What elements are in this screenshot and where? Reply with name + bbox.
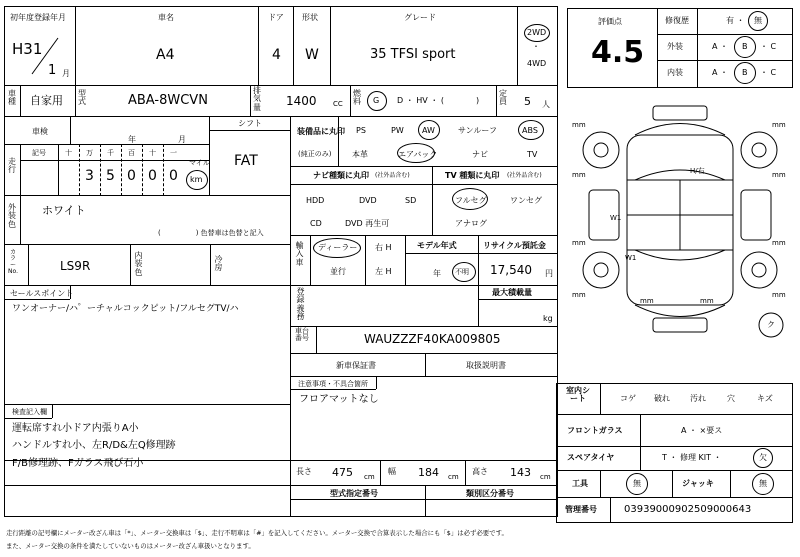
interior-sheet-label: 室内シート xyxy=(566,386,590,404)
type-div xyxy=(425,485,426,517)
repair-label: 修復歴 xyxy=(665,16,689,25)
diagram-mark-4: mm xyxy=(772,171,786,179)
door-label: ドア xyxy=(268,13,284,22)
sign-div xyxy=(58,144,59,196)
era-year: H31 xyxy=(12,40,43,58)
mgmt-number: 03939000902509000643 xyxy=(624,504,752,515)
tools-selected: 無 xyxy=(633,479,641,488)
equip-aw: AW xyxy=(422,126,435,135)
length-value: 475 xyxy=(332,466,353,479)
recycle-value: 17,540 xyxy=(490,263,532,277)
equip-tv: TV xyxy=(527,150,538,159)
nav-tv-div xyxy=(432,166,433,236)
registration-date-label: 初年度登録年月 xyxy=(10,13,66,22)
diagram-h-right: H/右 xyxy=(690,167,705,175)
notes-line-v xyxy=(376,376,377,389)
score-row-line-1 xyxy=(657,34,793,35)
import-div-1 xyxy=(310,235,311,286)
spare-label: スペアタイヤ xyxy=(567,453,615,462)
chassis-div xyxy=(316,326,317,354)
kind-div-3 xyxy=(250,85,251,117)
disp-label: 排気量 xyxy=(253,86,261,112)
diagram-w1-a: W1 xyxy=(610,214,622,222)
inspector-line-v xyxy=(52,404,53,418)
color-code: LS9R xyxy=(60,259,91,273)
capacity: 5 xyxy=(524,95,531,108)
notes-label: 注意事項・不具合箇所 xyxy=(298,380,368,388)
mileage-label: 走行 xyxy=(8,157,16,175)
sales-point-box xyxy=(4,285,291,405)
color-code-label: カラーNo. xyxy=(8,249,18,275)
score-row-line-2 xyxy=(657,60,793,61)
mgmt-div xyxy=(610,497,611,523)
kind-div-2 xyxy=(75,85,76,117)
width-label: 幅 xyxy=(388,467,396,476)
inspection-month-unit: 月 xyxy=(178,135,186,144)
odometer-digit: 0 xyxy=(127,168,136,184)
cap-unit: 人 xyxy=(542,100,550,109)
code-div-1 xyxy=(28,244,29,286)
exterior-label: 外装 xyxy=(667,42,683,51)
fuel-options: D ・ HV ・ ( ) xyxy=(397,96,480,105)
digit-header: 一 xyxy=(170,149,177,157)
reiki-label: 冷房 xyxy=(214,255,223,273)
tv-label: TV 種類に丸印 xyxy=(445,171,500,180)
windshield-div xyxy=(640,414,641,447)
diagram-mark-7: mm xyxy=(572,291,586,299)
max-load-unit: kg xyxy=(543,314,553,323)
drive-4wd: 4WD xyxy=(527,59,547,68)
notes-text: フロアマットなし xyxy=(299,394,379,405)
color-box xyxy=(4,195,291,245)
interior-c: ・ C xyxy=(760,68,777,77)
digit-header: 十 xyxy=(65,149,72,157)
reg-month-unit: 月 xyxy=(62,69,70,78)
equip-pw: PW xyxy=(391,126,404,135)
equip-leather: 本革 xyxy=(352,150,368,159)
sheet-hole: 穴 xyxy=(727,394,735,403)
odometer-digit: 5 xyxy=(106,168,115,184)
grade-cell xyxy=(330,6,558,86)
score-label: 評価点 xyxy=(598,17,622,26)
insp-line xyxy=(4,144,209,145)
digit-header: 万 xyxy=(86,149,93,157)
import-parallel: 並行 xyxy=(330,267,346,276)
sheet-scratch: キズ xyxy=(757,394,773,403)
width-unit: cm xyxy=(448,473,459,481)
nav-hdd: HDD xyxy=(306,196,325,205)
repair-selected: 無 xyxy=(754,16,762,25)
diagram-ku: ク xyxy=(767,320,775,329)
digit-header-line xyxy=(20,160,209,161)
dims-div-2 xyxy=(465,460,466,486)
digit-divider xyxy=(79,144,80,196)
tv-oneseg: ワンセグ xyxy=(510,196,542,205)
model-value: ABA-8WCVN xyxy=(128,93,208,108)
exterior-c: ・ C xyxy=(760,42,777,51)
import-div-2 xyxy=(365,235,366,286)
inspector-label: 検査記入欄 xyxy=(12,408,47,416)
color-change-note: ( ) 色替車は色替と記入 xyxy=(158,229,264,237)
diagram-mark-3: mm xyxy=(572,171,586,179)
nav-label: ナビ種類に丸印 xyxy=(313,171,369,180)
code-div-3 xyxy=(210,244,211,286)
drive-dot: ・ xyxy=(532,42,540,51)
diagram-mark-9: mm xyxy=(640,297,654,305)
model-year-unit: 年 xyxy=(433,269,441,278)
tools-div-1 xyxy=(600,470,601,498)
nav-dvd-play: DVD 再生可 xyxy=(345,219,390,228)
disp-unit: CC xyxy=(333,100,343,108)
odometer-digit: 0 xyxy=(169,168,178,184)
digit-divider xyxy=(121,144,122,196)
inspector-line xyxy=(4,418,52,419)
km-label: km xyxy=(190,175,203,184)
equip-ps: PS xyxy=(356,126,366,135)
kind-div-5 xyxy=(496,85,497,117)
diagram-w1-b: W1 xyxy=(625,254,637,262)
dims-div-1 xyxy=(380,460,381,486)
width-value: 184 xyxy=(418,466,439,479)
sign-label: 記号 xyxy=(32,149,46,157)
jack-selected: 無 xyxy=(759,479,767,488)
inspector-line-3: F/B修理跡、Fガラス飛び石小 xyxy=(12,458,144,469)
equipment-label: 装備品に丸印 xyxy=(297,127,345,136)
footer-line-2: また、メーター交換の条件を満たしていないものはメーター改ざん車扱いとなります。 xyxy=(6,542,255,550)
tools-div-2 xyxy=(672,470,673,498)
drive-2wd: 2WD xyxy=(527,28,547,37)
inspection-year-unit: 年 xyxy=(128,135,136,144)
recycle-unit: 円 xyxy=(545,269,553,278)
insp-div xyxy=(70,116,71,144)
reg-month: 1 xyxy=(48,63,57,78)
nav-note: (社外品含む) xyxy=(375,172,410,179)
import-left-h: 左 H xyxy=(375,267,392,276)
digit-divider xyxy=(142,144,143,196)
windshield-label: フロントガラス xyxy=(567,426,623,435)
shift-div xyxy=(209,116,210,196)
model-year-label: モデル年式 xyxy=(417,241,457,250)
footer-line-1: 走行距離の記号欄にメーター改ざん車は「*」、メーター交換車は「$」、走行不明車は「#」を記入してください。メーター交換で合算表示した場合にも「$」は必ず必要です。 xyxy=(6,529,508,537)
interior-label: 内装 xyxy=(667,68,683,77)
kind-div-1 xyxy=(20,85,21,117)
chassis-number: WAUZZZF40KA009805 xyxy=(364,332,501,346)
interior-color-label: 内装色 xyxy=(134,251,143,277)
import-div-4 xyxy=(478,235,479,286)
spare-options: T ・ 修理 KIT ・ xyxy=(662,453,722,462)
import-right-h: 右 H xyxy=(375,243,392,252)
diagram-mark-1: mm xyxy=(572,121,586,129)
repair-options: 有 ・ xyxy=(726,16,745,25)
tv-note: (社外品含む) xyxy=(507,172,542,179)
diagram-mark-10: mm xyxy=(700,297,714,305)
sales-point-label: セールスポイント xyxy=(10,289,74,298)
sheet-tear: 破れ xyxy=(654,394,670,403)
equipment-sub-label: (純正のみ) xyxy=(298,150,332,158)
grade: 35 TFSI sport xyxy=(370,47,456,62)
max-load-label: 最大積載量 xyxy=(492,288,532,297)
sales-line-v xyxy=(70,285,71,299)
docs-div xyxy=(425,353,426,377)
drive-divider xyxy=(517,6,518,86)
equip-navi: ナビ xyxy=(472,150,488,159)
type-line xyxy=(290,499,558,500)
score-divider xyxy=(657,8,658,88)
nav-sd: SD xyxy=(405,196,417,205)
shift-value: FAT xyxy=(234,153,258,169)
tv-analog: アナログ xyxy=(455,219,487,228)
spare-div xyxy=(640,446,641,471)
inspection-label: 車検 xyxy=(32,127,48,136)
fuel-selected: G xyxy=(373,96,380,105)
length-label: 長さ xyxy=(296,467,312,476)
digit-header: 百 xyxy=(128,149,135,157)
mileage-div xyxy=(20,144,21,196)
color-label: 外装色 xyxy=(8,203,16,229)
cap-label: 定員 xyxy=(499,89,507,107)
sales-point-text: ワンオーナー/ハ゜ーチャルコックピット/フルセグTV/ハ xyxy=(12,304,239,314)
digit-divider xyxy=(163,144,164,196)
registration-label: 登録義務 xyxy=(296,287,305,322)
equip-abs: ABS xyxy=(522,126,538,135)
tools-div-3 xyxy=(730,470,731,498)
sheet-div xyxy=(600,383,601,415)
nav-tv-line xyxy=(290,184,558,185)
recycle-label: リサイクル預託金 xyxy=(483,241,546,250)
import-line xyxy=(405,253,558,254)
docs-box xyxy=(290,353,558,377)
mgmt-label: 管理番号 xyxy=(565,505,597,514)
type-label: 型式指定番号 xyxy=(330,489,378,498)
sheet-dirt: 汚れ xyxy=(690,394,706,403)
mile-label: マイル xyxy=(189,159,210,167)
import-label: 輸入車 xyxy=(295,241,304,267)
displacement: 1400 xyxy=(286,94,317,108)
shift-line xyxy=(209,130,291,131)
odometer-digit: 3 xyxy=(85,168,94,184)
model-year-unknown: 不明 xyxy=(455,268,469,276)
shape: W xyxy=(305,47,319,63)
import-div-3 xyxy=(405,235,406,286)
interior-selected: B xyxy=(742,68,748,77)
score-label-divider xyxy=(697,8,698,88)
diagram-mark-8: mm xyxy=(772,291,786,299)
reg-div xyxy=(478,285,479,327)
tools-label: 工具 xyxy=(572,479,588,488)
grade-label: グレード xyxy=(404,13,436,22)
notes-line xyxy=(290,389,376,390)
kind-value: 自家用 xyxy=(30,94,63,107)
car-diagram xyxy=(565,100,795,378)
reg-line xyxy=(478,299,558,300)
shift-label: シフト xyxy=(238,119,262,128)
odometer-digit: 0 xyxy=(148,168,157,184)
interior-a: A ・ xyxy=(712,68,729,77)
diagram-mark-5: mm xyxy=(572,239,586,247)
tv-fullseg: フルセグ xyxy=(455,196,487,205)
inspector-line-1: 運転席すれ小ドア内張りA小 xyxy=(12,423,139,434)
left-bottom-box xyxy=(4,485,291,517)
equip-airbag: エアバック xyxy=(398,150,438,159)
spare-selected: 欠 xyxy=(759,453,767,462)
diagram-mark-6: mm xyxy=(772,239,786,247)
digit-header: 十 xyxy=(149,149,156,157)
color-value: ホワイト xyxy=(42,204,86,217)
dims-lower-left xyxy=(4,460,291,486)
digit-header: 千 xyxy=(107,149,114,157)
equip-div xyxy=(338,116,339,167)
code-div-2 xyxy=(130,244,131,286)
inspector-line-2: ハンドルすれ小、左R/D&左Q修理跡 xyxy=(12,440,176,451)
sales-line xyxy=(4,299,70,300)
color-div xyxy=(20,195,21,245)
exterior-a: A ・ xyxy=(712,42,729,51)
warranty-label: 新車保証書 xyxy=(336,361,376,370)
nav-cd: CD xyxy=(310,219,322,228)
height-value: 143 xyxy=(510,466,531,479)
category-label: 類別区分番号 xyxy=(466,489,514,498)
car-name-label: 車名 xyxy=(158,13,174,22)
height-unit: cm xyxy=(540,473,551,481)
height-label: 高さ xyxy=(472,467,488,476)
diagram-mark-2: mm xyxy=(772,121,786,129)
length-unit: cm xyxy=(364,473,375,481)
manual-label: 取扱説明書 xyxy=(466,361,506,370)
model-label: 型式 xyxy=(78,89,86,107)
color-code-box xyxy=(4,244,291,286)
score-value: 4.5 xyxy=(591,35,645,70)
fuel-label: 燃料 xyxy=(353,89,361,107)
exterior-selected: B xyxy=(742,42,748,51)
shape-label: 形状 xyxy=(302,13,318,22)
kind-label: 車種 xyxy=(8,89,16,107)
kind-div-4 xyxy=(350,85,351,117)
sheet-burn: コゲ xyxy=(620,394,636,403)
windshield-options: A ・ ×要ス xyxy=(681,426,723,435)
doors: 4 xyxy=(272,47,281,63)
import-dealer: ディーラー xyxy=(318,243,358,252)
nav-dvd: DVD xyxy=(359,196,377,205)
car-name: A4 xyxy=(156,47,175,63)
digit-divider xyxy=(100,144,101,196)
chassis-label: 車台番号 xyxy=(295,327,309,343)
jack-label: ジャッキ xyxy=(682,479,714,488)
equip-sunroof: サンルーフ xyxy=(458,126,497,135)
